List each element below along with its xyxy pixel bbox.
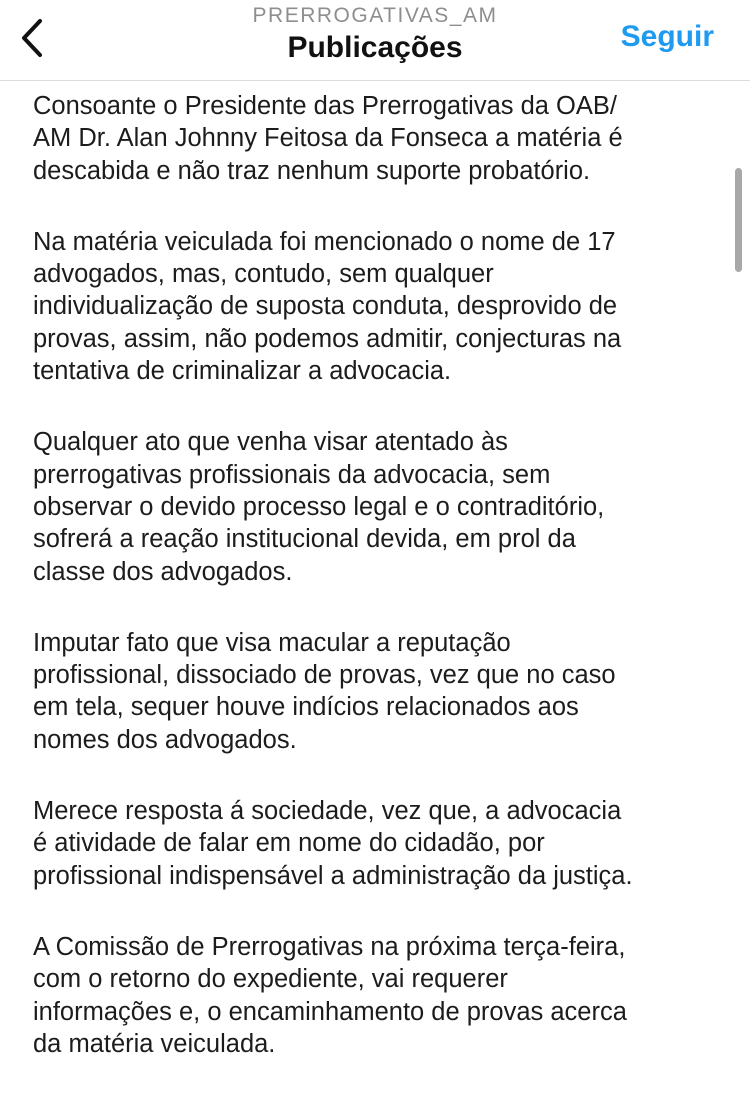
account-name: PRERROGATIVAS_AM: [252, 4, 498, 27]
caption-paragraph: Consoante o Presidente das Prerrogativas da OAB/ AM Dr. Alan Johnny Feitosa da Fonseca a matéria é descabida e não traz nenhum suporte probatório.: [33, 92, 623, 185]
top-navigation-bar: [0, 0, 750, 81]
scrollbar[interactable]: [735, 168, 742, 272]
caption-paragraph: Qualquer ato que venha visar atentado às prerrogativas profissionais da advocacia, sem observar o devido processo legal e o contraditório, sofrerá a reação institucional devida, em prol da classe dos advogados.: [33, 428, 605, 586]
caption-paragraph: Imputar fato que visa macular a reputação profissional, dissociado de provas, vez que no caso em tela, sequer houve indícios relacionados aos nomes dos advogados.: [33, 628, 616, 754]
caption-paragraph: A Comissão de Prerrogativas na próxima terça-feira, com o retorno do expediente, vai requerer informações e, o encaminhamento de provas acerca da matéria veiculada.: [33, 932, 627, 1058]
follow-button[interactable]: Seguir: [620, 20, 714, 53]
back-button[interactable]: [12, 14, 52, 62]
chevron-left-icon: [19, 17, 45, 59]
header-titles: [150, 4, 600, 67]
caption-paragraph: Merece resposta á sociedade, vez que, a advocacia é atividade de falar em nome do cidadão, por profissional indispensável a administração da justiça.: [33, 797, 633, 890]
post-caption: [33, 90, 723, 1099]
caption-paragraph: Na matéria veiculada foi mencionado o nome de 17 advogados, mas, contudo, sem qualquer individualização de suposta conduta, desprovido de provas, assim, não podemos admitir, conjecturas na tentativa de criminalizar a advocacia.: [33, 227, 622, 386]
page-title: Publicações: [287, 31, 463, 64]
